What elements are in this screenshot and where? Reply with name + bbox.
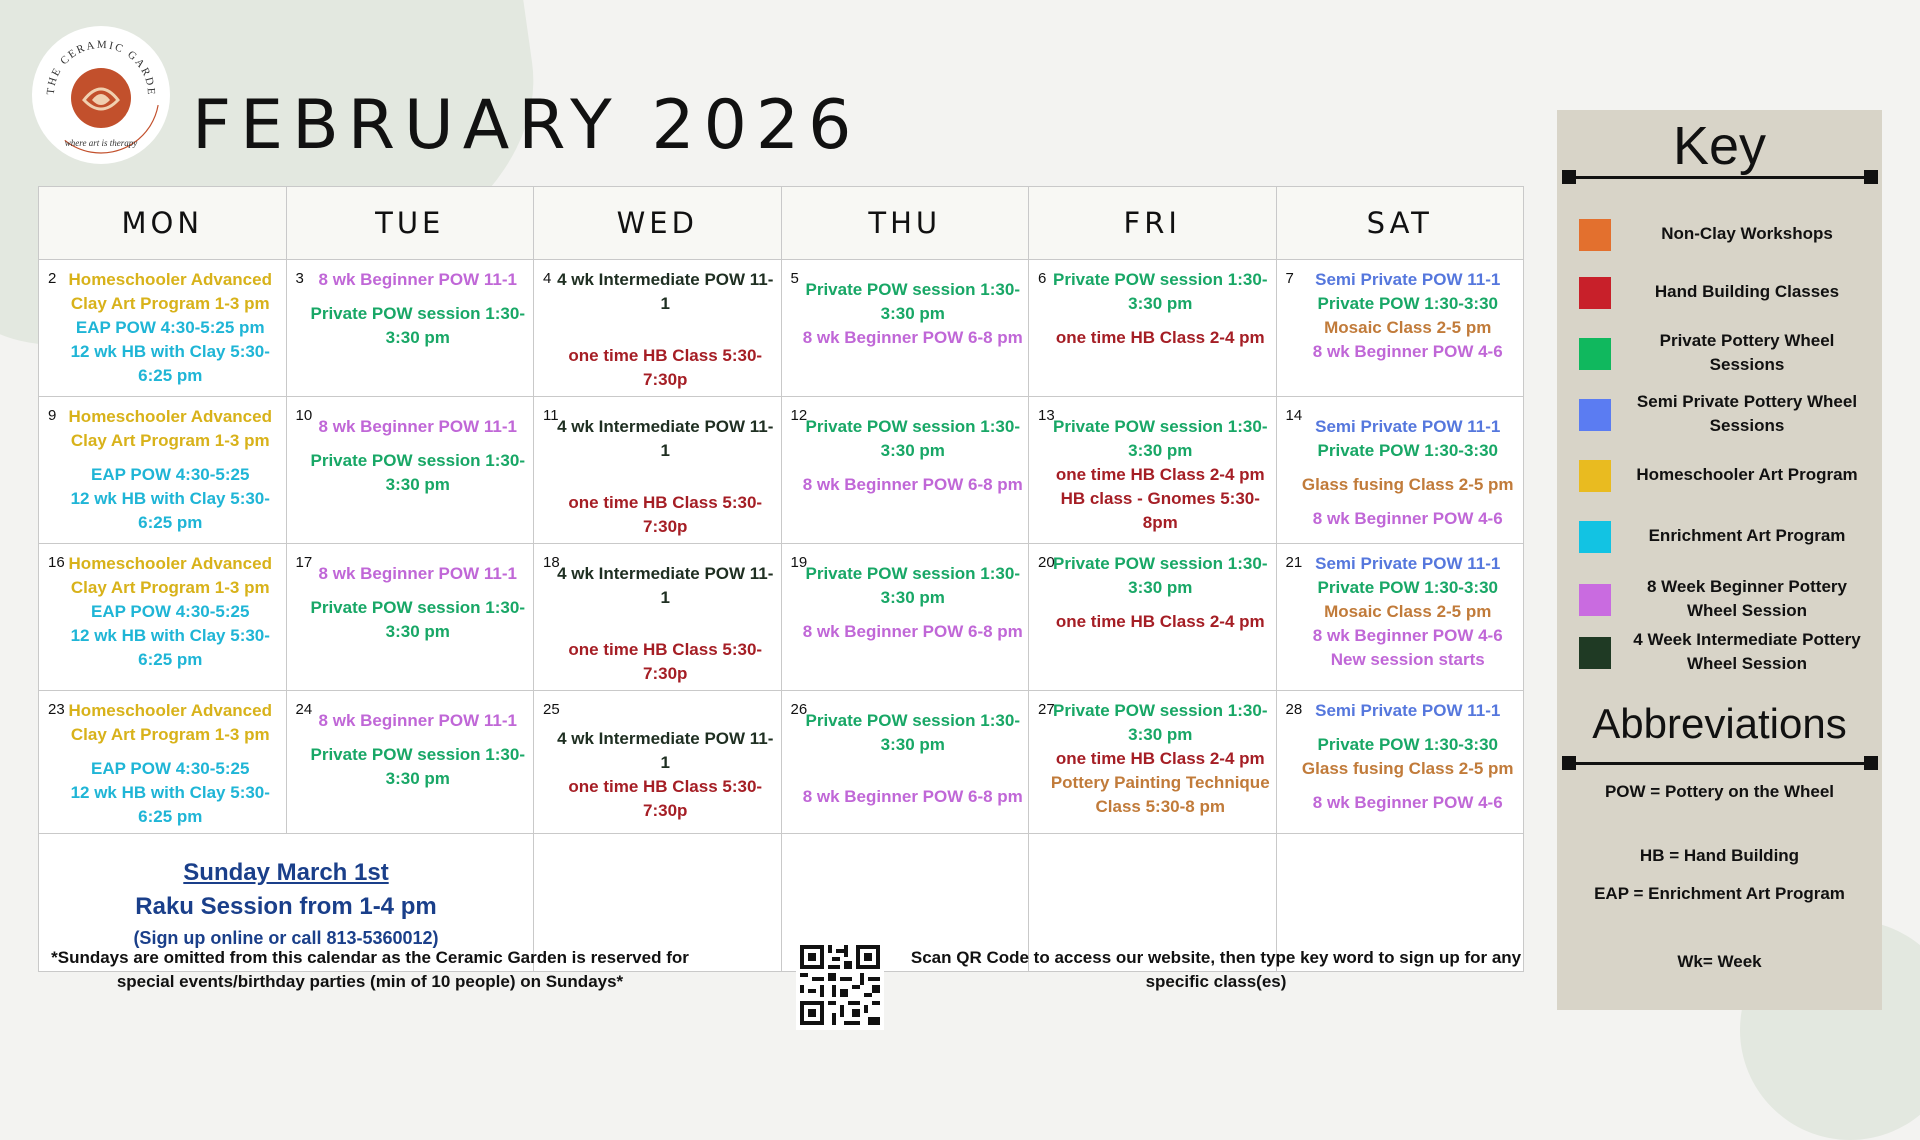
class-event: 8 wk Beginner POW 6-8 pm: [802, 622, 1023, 641]
class-event: 8 wk Beginner POW 6-8 pm: [802, 328, 1023, 347]
key-title: Key: [1672, 116, 1767, 176]
day-number: 19: [790, 554, 808, 571]
class-event: Semi Private POW 11-1: [1315, 417, 1501, 436]
class-event: one time HB Class 2-4 pm: [1055, 328, 1265, 347]
day-cell: [1029, 260, 1277, 397]
week-row: [39, 260, 1524, 397]
day-cell: [39, 260, 287, 397]
abbreviation-item: EAP = Enrichment Art Program: [1594, 884, 1845, 903]
class-event: one time HB Class 2-4 pm: [1055, 465, 1265, 484]
day-cell: [39, 691, 287, 834]
class-event: 12 wk HB with Clay 5:30-6:25 pm: [70, 489, 270, 532]
sunday-note-event: Raku Session from 1-4 pm: [135, 893, 437, 920]
day-cell: [781, 260, 1029, 397]
day-number: 24: [295, 701, 313, 718]
day-number: 14: [1285, 407, 1303, 424]
day-number: 20: [1038, 554, 1055, 571]
sunday-note-date[interactable]: Sunday March 1st: [183, 859, 389, 886]
day-number: 25: [543, 701, 560, 718]
color-swatch: [1579, 277, 1611, 309]
day-number: 9: [48, 407, 57, 424]
week-row: [39, 691, 1524, 834]
page-title: FEBRUARY 2026: [192, 86, 861, 165]
class-event: Homeschooler Advanced Clay Art Program 1-3 pm: [68, 701, 272, 744]
class-event: Homeschooler Advanced Clay Art Program 1-3 pm: [68, 270, 272, 313]
day-cell: [534, 260, 782, 397]
day-number: 21: [1285, 554, 1303, 571]
class-event: Semi Private POW 11-1: [1315, 270, 1501, 289]
class-event: Private POW session 1:30-3:30 pm: [1053, 270, 1268, 313]
day-cell: [781, 691, 1029, 834]
color-swatch: [1579, 460, 1611, 492]
key-divider: [1566, 176, 1874, 179]
day-cell: [781, 544, 1029, 691]
class-event: EAP POW 4:30-5:25 pm: [75, 318, 265, 337]
class-event: 8 wk Beginner POW 11-1: [318, 564, 517, 583]
weekday-header: WED: [534, 187, 782, 260]
class-event: 8 wk Beginner POW 11-1: [318, 417, 517, 436]
abbreviations-divider: [1566, 762, 1874, 765]
key-label: Semi Private Pottery Wheel Sessions: [1636, 392, 1858, 435]
day-number: 12: [790, 407, 808, 424]
day-cell: [1029, 397, 1277, 544]
day-number: 13: [1038, 407, 1055, 424]
class-event: Private POW 1:30-3:30: [1317, 578, 1498, 597]
class-event: 8 wk Beginner POW 4-6: [1312, 626, 1503, 645]
class-event: one time HB Class 5:30-7:30p: [568, 777, 763, 820]
class-event: 8 wk Beginner POW 11-1: [318, 270, 517, 289]
color-swatch: [1579, 399, 1611, 431]
day-number: 10: [295, 407, 313, 424]
class-event: 4 wk Intermediate POW 11-1: [557, 417, 774, 460]
class-event: Private POW session 1:30-3:30 pm: [1053, 554, 1268, 597]
class-event: 8 wk Beginner POW 4-6: [1312, 342, 1503, 361]
week-row: [39, 397, 1524, 544]
day-number: 7: [1285, 270, 1294, 287]
weekday-header: TUE: [286, 187, 534, 260]
class-event: one time HB Class 5:30-7:30p: [568, 493, 763, 536]
key-label: 4 Week Intermediate Pottery Wheel Session: [1633, 630, 1861, 673]
day-cell: [1276, 691, 1524, 834]
key-label: 8 Week Beginner Pottery Wheel Session: [1647, 577, 1847, 620]
day-cell: [39, 544, 287, 691]
key-item: [1579, 389, 1869, 439]
key-item: [1579, 627, 1869, 677]
day-cell: [39, 397, 287, 544]
weekday-header: THU: [781, 187, 1029, 260]
class-event: Private POW session 1:30-3:30 pm: [805, 280, 1020, 323]
class-event: Private POW session 1:30-3:30 pm: [805, 711, 1020, 754]
class-event: 8 wk Beginner POW 4-6: [1312, 793, 1503, 812]
class-event: Private POW session 1:30-3:30 pm: [1053, 701, 1268, 744]
class-event: Private POW session 1:30-3:30 pm: [805, 564, 1020, 607]
color-swatch: [1579, 338, 1611, 370]
day-cell: [1276, 397, 1524, 544]
day-cell: [1276, 260, 1524, 397]
logo-tagline: where art is therapy: [64, 138, 138, 148]
class-event: Glass fusing Class 2-5 pm: [1301, 759, 1514, 778]
key-item: [1579, 450, 1869, 500]
class-event: 8 wk Beginner POW 11-1: [318, 711, 517, 730]
class-event: EAP POW 4:30-5:25: [91, 759, 250, 778]
class-event: one time HB Class 5:30-7:30p: [568, 346, 763, 389]
class-event: 12 wk HB with Clay 5:30-6:25 pm: [70, 783, 270, 826]
class-event: HB class - Gnomes 5:30-8pm: [1060, 489, 1260, 532]
day-number: 6: [1038, 270, 1047, 287]
key-panel: [1557, 110, 1882, 1010]
week-row: [39, 544, 1524, 691]
day-number: 23: [48, 701, 65, 718]
key-label: Homeschooler Art Program: [1636, 465, 1858, 484]
sunday-disclaimer: *Sundays are omitted from this calendar as the Ceramic Garden is reserved for special events/birthday parties (min of 10 people) on Sundays*: [51, 948, 689, 991]
class-event: Glass fusing Class 2-5 pm: [1301, 475, 1514, 494]
day-cell: [1276, 544, 1524, 691]
class-event: Private POW session 1:30-3:30 pm: [1053, 417, 1268, 460]
class-event: 12 wk HB with Clay 5:30-6:25 pm: [70, 626, 270, 669]
color-swatch: [1579, 521, 1611, 553]
class-event: New session starts: [1330, 650, 1485, 669]
abbreviation-item: POW = Pottery on the Wheel: [1604, 782, 1835, 801]
class-event: one time HB Class 5:30-7:30p: [568, 640, 763, 683]
class-event: 8 wk Beginner POW 6-8 pm: [802, 787, 1023, 806]
class-event: Private POW session 1:30-3:30 pm: [310, 745, 525, 788]
ceramic-garden-logo: [32, 26, 170, 164]
color-swatch: [1579, 637, 1611, 669]
class-event: Mosaic Class 2-5 pm: [1324, 602, 1492, 621]
key-label: Non-Clay Workshops: [1661, 224, 1833, 243]
class-event: 8 wk Beginner POW 6-8 pm: [802, 475, 1023, 494]
day-number: 4: [543, 270, 552, 287]
day-number: 16: [48, 554, 65, 571]
class-event: 8 wk Beginner POW 4-6: [1312, 509, 1503, 528]
class-event: Private POW session 1:30-3:30 pm: [310, 598, 525, 641]
day-cell: [286, 544, 534, 691]
class-event: Private POW session 1:30-3:30 pm: [310, 451, 525, 494]
color-swatch: [1579, 219, 1611, 251]
color-swatch: [1579, 584, 1611, 616]
day-cell: [286, 691, 534, 834]
abbreviation-item: Wk= Week: [1677, 952, 1762, 971]
day-cell: [286, 260, 534, 397]
day-number: 5: [790, 270, 799, 287]
day-number: 27: [1038, 701, 1055, 718]
sunday-note-signup: (Sign up online or call 813-5360012): [133, 928, 439, 948]
abbreviation-item: HB = Hand Building: [1639, 846, 1800, 865]
class-event: Private POW session 1:30-3:30 pm: [310, 304, 525, 347]
class-event: Private POW 1:30-3:30: [1317, 735, 1498, 754]
class-event: Pottery Painting Technique Class 5:30-8 pm: [1050, 773, 1270, 816]
day-cell: [286, 397, 534, 544]
day-number: 18: [543, 554, 560, 571]
day-number: 11: [543, 407, 559, 424]
day-cell: [1029, 691, 1277, 834]
qr-code[interactable]: [796, 940, 884, 1030]
key-item: [1579, 209, 1869, 259]
abbreviations-title: Abbreviations: [1592, 700, 1847, 747]
key-label: Enrichment Art Program: [1648, 526, 1846, 545]
class-event: EAP POW 4:30-5:25: [91, 465, 250, 484]
class-event: Homeschooler Advanced Clay Art Program 1-3 pm: [68, 407, 272, 450]
class-event: Homeschooler Advanced Clay Art Program 1-3 pm: [68, 554, 272, 597]
key-item: [1579, 328, 1869, 378]
qr-instructions: Scan QR Code to access our website, then type key word to sign up for any specific class(es): [910, 948, 1522, 991]
class-event: Private POW 1:30-3:30: [1317, 441, 1498, 460]
class-event: 4 wk Intermediate POW 11-1: [557, 564, 774, 607]
key-label: Private Pottery Wheel Sessions: [1659, 331, 1835, 374]
key-label: Hand Building Classes: [1654, 282, 1840, 301]
key-item: [1579, 574, 1869, 624]
day-cell: [534, 544, 782, 691]
key-item: [1579, 267, 1869, 317]
weekday-header: MON: [39, 187, 287, 260]
calendar-grid: [38, 186, 1524, 972]
weekday-header: SAT: [1276, 187, 1524, 260]
class-event: one time HB Class 2-4 pm: [1055, 749, 1265, 768]
class-event: 4 wk Intermediate POW 11-1: [557, 729, 774, 772]
class-event: one time HB Class 2-4 pm: [1055, 612, 1265, 631]
class-event: 4 wk Intermediate POW 11-1: [557, 270, 774, 313]
class-event: Semi Private POW 11-1: [1315, 701, 1501, 720]
day-number: 26: [790, 701, 808, 718]
class-event: 12 wk HB with Clay 5:30-6:25 pm: [70, 342, 270, 385]
logo-ring-text: THE CERAMIC GARDE: [44, 38, 158, 97]
weekday-header: FRI: [1029, 187, 1277, 260]
day-cell: [534, 691, 782, 834]
day-number: 17: [295, 554, 313, 571]
key-item: [1579, 511, 1869, 561]
class-event: Private POW 1:30-3:30: [1317, 294, 1498, 313]
day-cell: [534, 397, 782, 544]
class-event: Private POW session 1:30-3:30 pm: [805, 417, 1020, 460]
day-cell: [1029, 544, 1277, 691]
class-event: EAP POW 4:30-5:25: [91, 602, 250, 621]
class-event: Semi Private POW 11-1: [1315, 554, 1501, 573]
day-number: 2: [48, 270, 57, 287]
day-number: 28: [1285, 701, 1303, 718]
day-cell: [781, 397, 1029, 544]
class-event: Mosaic Class 2-5 pm: [1324, 318, 1492, 337]
day-number: 3: [295, 270, 304, 287]
